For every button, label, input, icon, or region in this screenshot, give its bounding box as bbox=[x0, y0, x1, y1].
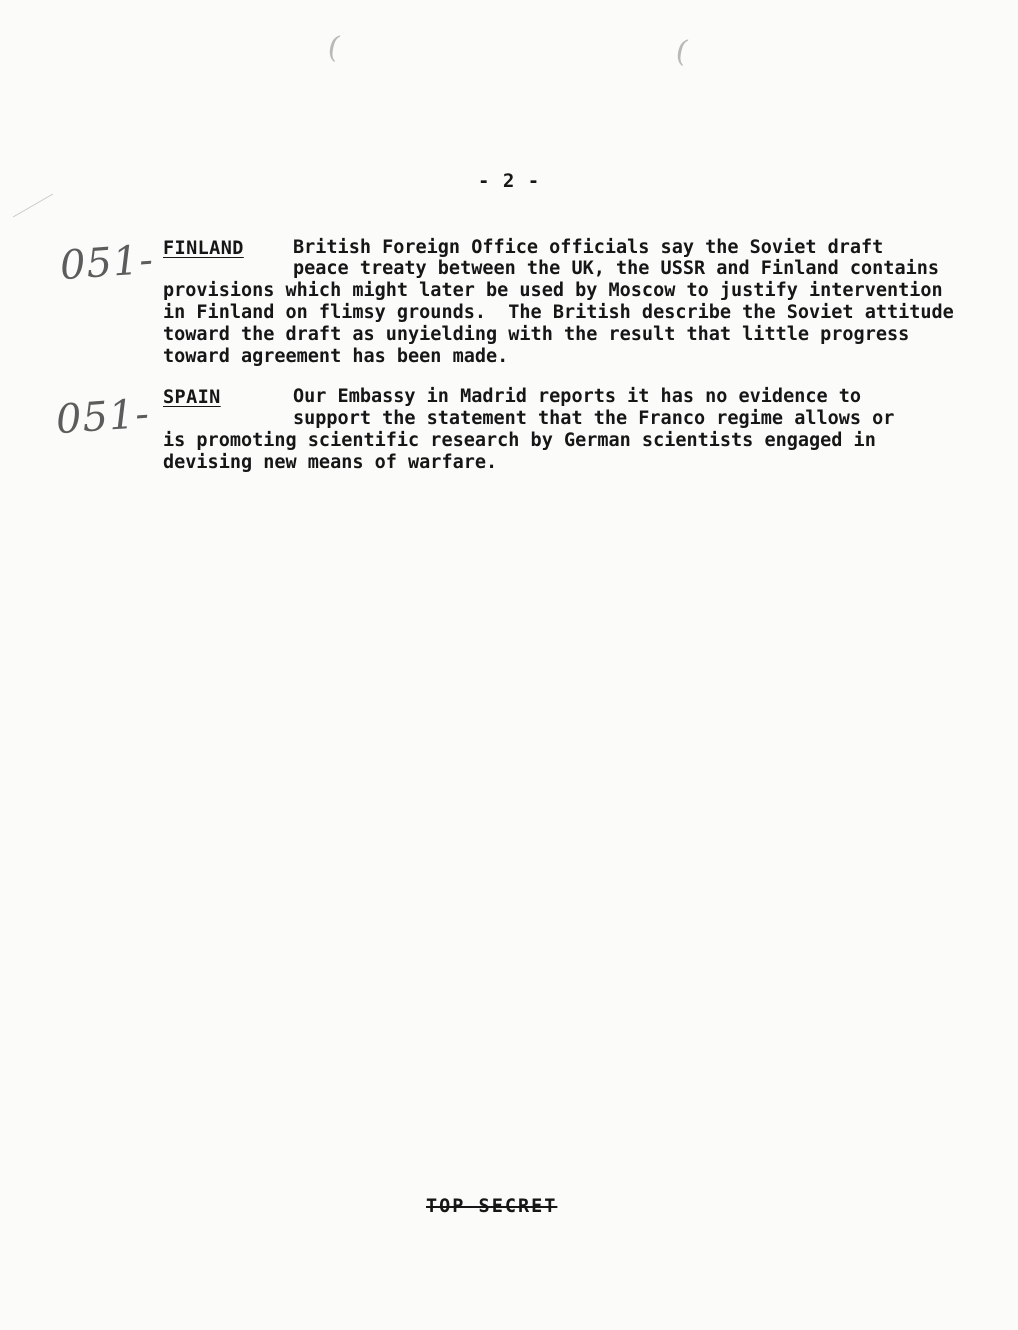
paragraph-line: is promoting scientific research by German scientists engaged in bbox=[163, 430, 876, 451]
paragraph-line: toward the draft as unyielding with the result that little progress bbox=[163, 324, 910, 345]
paragraph-line: British Foreign Office officials say the Soviet draft bbox=[293, 237, 884, 258]
handwritten-file-number: 051- bbox=[58, 236, 156, 290]
handwritten-file-number: 051- bbox=[54, 390, 152, 444]
paragraph-line: Our Embassy in Madrid reports it has no evidence to bbox=[293, 386, 862, 407]
paragraph-line: devising new means of warfare. bbox=[163, 452, 498, 473]
scan-artifact-mark: ( bbox=[324, 29, 344, 66]
paragraph-line: in Finland on flimsy grounds. The British describe the Soviet attitude bbox=[163, 302, 954, 323]
classification-marking: TOP SECRET bbox=[426, 1196, 558, 1217]
scan-artifact-mark: ( bbox=[672, 33, 692, 70]
scan-edge-mark bbox=[13, 194, 53, 218]
paragraph-line: peace treaty between the UK, the USSR and Finland contains bbox=[293, 258, 940, 279]
section-heading-spain: SPAIN bbox=[163, 387, 221, 408]
paragraph-line: toward agreement has been made. bbox=[163, 346, 509, 367]
section-heading-finland: FINLAND bbox=[163, 238, 244, 259]
paragraph-line: support the statement that the Franco regime allows or bbox=[293, 408, 895, 429]
page-number: - 2 - bbox=[478, 170, 541, 192]
paragraph-line: provisions which might later be used by Moscow to justify intervention bbox=[163, 280, 943, 301]
